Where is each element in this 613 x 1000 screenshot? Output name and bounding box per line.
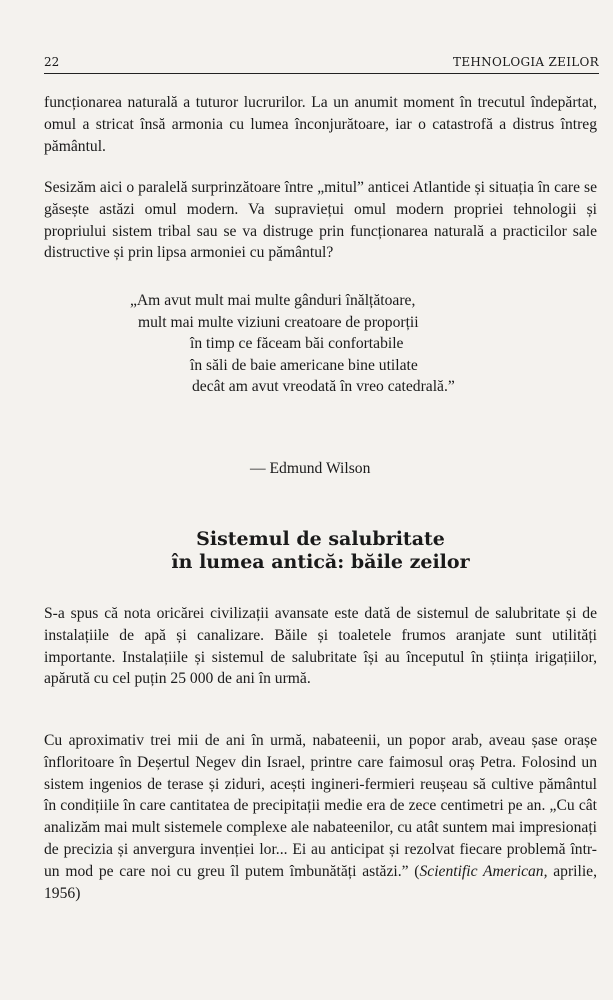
page-number: 22 [44, 55, 60, 69]
quote-line: mult mai multe viziuni creatoare de proporții [138, 313, 419, 331]
citation-source-date: aprilie, 1956) [44, 862, 597, 902]
page-header [44, 53, 599, 74]
running-title: TEHNOLOGIA ZEILOR [453, 55, 599, 69]
paragraph-sanitation-intro: S-a spus că nota oricărei civilizații avansate este dată de sistemul de salubritate și de instalațiile de apă și canalizare. Băile și toaletele frumos aranjate sunt utilități importante. Instalațiile și sistemul de salubritate își au începutul în știința irigațiilor, apărută cu cel puțin 25 000 de ani în urmă. [44, 605, 597, 688]
quote-attribution: — Edmund Wilson [250, 460, 371, 477]
quote-line: în timp ce făceam băi confortabile [190, 335, 404, 353]
quote-line: decât am avut vreodată în vreo catedrală.” [192, 378, 455, 396]
section-heading [44, 528, 597, 574]
quote-line: în săli de baie americane bine utilate [190, 356, 418, 374]
section-heading-line-2: în lumea antică: băile zeilor [171, 551, 470, 573]
section-heading-line-1: Sistemul de salubritate [196, 528, 445, 550]
paragraph-nabataeans-text: Cu aproximativ trei mii de ani în urmă, nabateenii, un popor arab, aveau șase orașe înfloritoare în Deșertul Negev din Israel, printre care faimosul oraș Petra. Folosind un sistem ingenios de terase și ziduri, acești ingineri-fermieri reușeau să cultive pământul în condițiile în care cantitatea de precipitații medie era de zece centimetri pe an. „Cu cât analizăm mai mult sistemele complexe ale nabateenilor, cu atât suntem mai impresionați de precizia și anvergura invenției lor... Ei au anticipat și rezolvat fiecare problemă într-un mod pe care noi cu greu îl putem îmbunătăți astăzi.” ( [44, 732, 597, 880]
epigraph-quote [130, 290, 530, 398]
paragraph-nabataeans [44, 730, 597, 904]
paragraph-atlantis-ending: funcționarea naturală a tuturor lucrurilor. La un anumit moment în trecutul îndepărtat, omul a stricat însă armonia cu lumea înconjurătoare, iar o catastrofă a distrus întreg pământul. [44, 94, 597, 155]
quote-line: „Am avut mult mai multe gânduri înălțătoare, [130, 292, 416, 309]
citation-source-title: Scientific American, [419, 862, 548, 880]
paragraph-atlantis-parallel: Sesizăm aici o paralelă surprinzătoare între „mitul” anticei Atlantide și situația în care se găsește astăzi omul modern. Va supraviețui omul modern propriei tehnologii și propriului sistem tribal sau se va distruge prin funcționarea naturală a practicilor sale distructive și prin lipsa armoniei cu pământul? [44, 179, 597, 262]
